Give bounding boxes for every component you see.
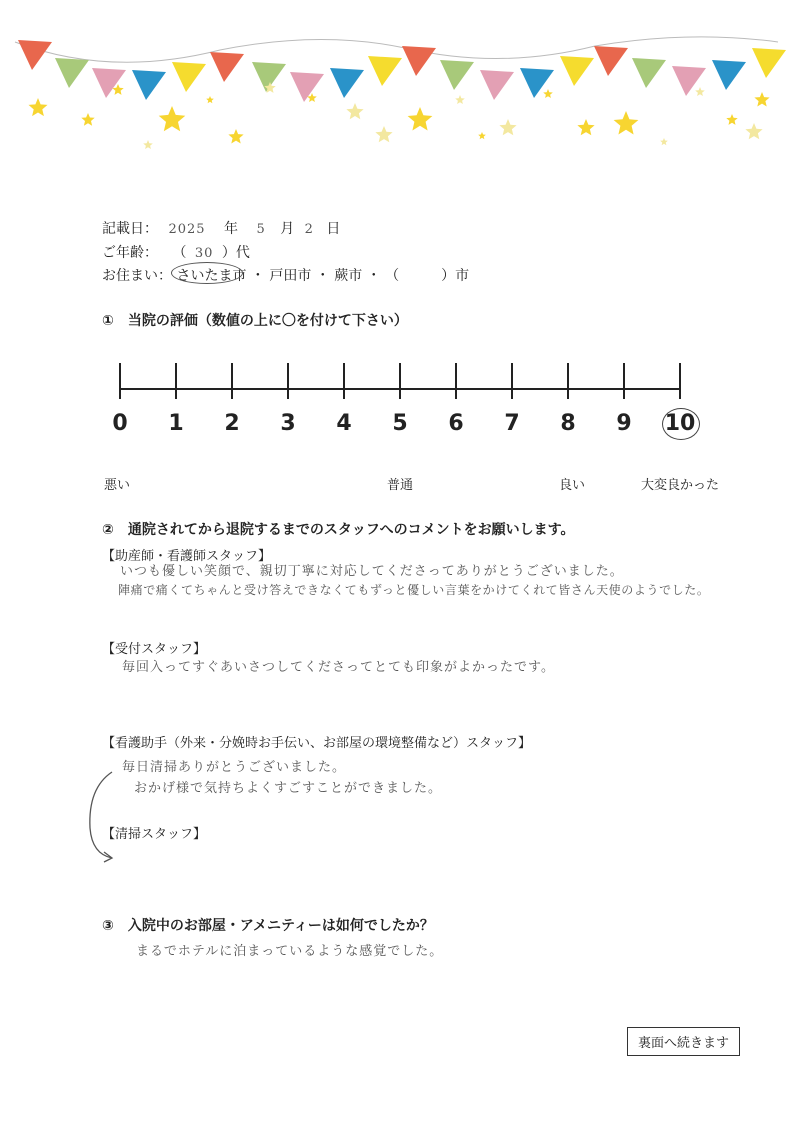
reception-heading: 【受付スタッフ】 (102, 642, 207, 657)
bunting-flag (752, 48, 786, 78)
bunting-flag (210, 52, 244, 82)
scale-label-1: 1 (168, 411, 184, 436)
bunting-flag (560, 56, 594, 86)
bunting-flag (712, 60, 746, 90)
section3-title: ③ 入院中のお部屋・アメニティーは如何でしたか？ (102, 918, 434, 934)
scale-label-9: 9 (616, 411, 632, 436)
scale-label-8: 8 (560, 411, 576, 436)
residence-selection-circle (171, 262, 243, 284)
star-icon (346, 103, 363, 119)
star-icon (228, 129, 243, 144)
star-icon (478, 132, 486, 139)
date-label: 記載日： (102, 221, 158, 237)
star-icon (614, 111, 639, 135)
star-icon (29, 98, 48, 116)
age-label: ご年齢： (102, 245, 158, 261)
star-icon (543, 89, 553, 98)
star-icon (726, 114, 737, 125)
date-month-unit: 月 (280, 221, 295, 237)
residence-label: お住まい： (102, 268, 172, 284)
scale-label-5: 5 (392, 411, 408, 436)
star-icon (695, 87, 705, 96)
midwife-comment-line1: いつも優しい笑顔で、親切丁寧に対応してくださってありがとうございました。 (120, 564, 624, 579)
star-icon (375, 126, 392, 142)
scale-label-4: 4 (336, 411, 352, 436)
scale-label-2: 2 (224, 411, 240, 436)
midwife-comment-line2: 陣痛で痛くてちゃんと受け答えできなくてもずっと優しい言葉をかけてくれて皆さん天使のようでした。 (118, 583, 710, 597)
scale-word-normal: 普通 (387, 478, 414, 493)
age-row (102, 242, 250, 262)
rating-scale (100, 355, 700, 405)
section2-title: ② 通院されてから退院するまでのスタッフへのコメントをお願いします。 (102, 522, 575, 538)
date-year: 2025 (168, 222, 206, 237)
age-close: ）代 (221, 245, 250, 261)
bunting-flag (632, 58, 666, 88)
star-icon (81, 113, 94, 126)
star-icon (408, 107, 433, 131)
handwritten-arrow (82, 768, 122, 868)
scale-label-0: 0 (112, 411, 128, 436)
assistant-comment-line1: 毎日清掃ありがとうございました。 (122, 760, 347, 775)
reception-comment-line1: 毎回入ってすぐあいさつしてくださってとても印象がよかったです。 (122, 660, 555, 675)
scale-label-10: 10 (664, 411, 696, 436)
continue-on-back-box: 裏面へ続きます (627, 1027, 740, 1056)
star-icon (143, 140, 153, 149)
bunting-flag (55, 58, 89, 88)
bunting-flag (18, 40, 52, 70)
date-day-unit: 日 (326, 221, 341, 237)
star-icon (455, 95, 465, 104)
bunting-flag (132, 70, 166, 100)
bunting-flag (330, 68, 364, 98)
bunting-flag (480, 70, 514, 100)
star-icon (754, 92, 769, 107)
bunting-decoration (0, 0, 800, 170)
star-icon (745, 123, 762, 139)
bunting-flag (402, 46, 436, 76)
date-day: 2 (304, 222, 314, 237)
age-value: 30 (194, 246, 214, 261)
assistant-comment-line2: おかげ様で気持ちよくすごすことができました。 (134, 781, 443, 796)
date-month: 5 (256, 222, 266, 237)
bunting-flag (594, 46, 628, 76)
scale-word-good: 良い (559, 478, 586, 493)
rating-selection-circle (662, 408, 700, 440)
date-row (102, 218, 340, 238)
scale-label-6: 6 (448, 411, 464, 436)
star-icon (206, 96, 214, 103)
cleaning-heading: 【清掃スタッフ】 (102, 827, 207, 842)
midwife-heading: 【助産師・看護師スタッフ】 (102, 549, 272, 564)
residence-options: さいたま市 ・ 戸田市 ・ 蕨市 ・ （ ）市 (176, 268, 470, 284)
scale-label-3: 3 (280, 411, 296, 436)
bunting-flag (368, 56, 402, 86)
scale-word-bad: 悪い (104, 478, 131, 493)
age-open: （ (172, 245, 187, 261)
scale-label-7: 7 (504, 411, 520, 436)
residence-row (102, 265, 469, 285)
section3-answer: まるでホテルに泊まっているような感覚でした。 (136, 944, 444, 959)
scale-word-very-good: 大変良かった (641, 478, 720, 493)
star-icon (577, 119, 594, 135)
star-icon (660, 138, 668, 145)
section1-title: ① 当院の評価（数値の上に〇を付けて下さい） (102, 313, 408, 329)
star-icon (159, 106, 186, 131)
assistant-heading: 【看護助手（外来・分娩時お手伝い、お部屋の環境整備など）スタッフ】 (102, 736, 532, 751)
bunting-flag (440, 60, 474, 90)
bunting-flag (290, 72, 324, 102)
date-year-unit: 年 (224, 221, 238, 237)
bunting-flag (172, 62, 206, 92)
star-icon (499, 119, 516, 135)
